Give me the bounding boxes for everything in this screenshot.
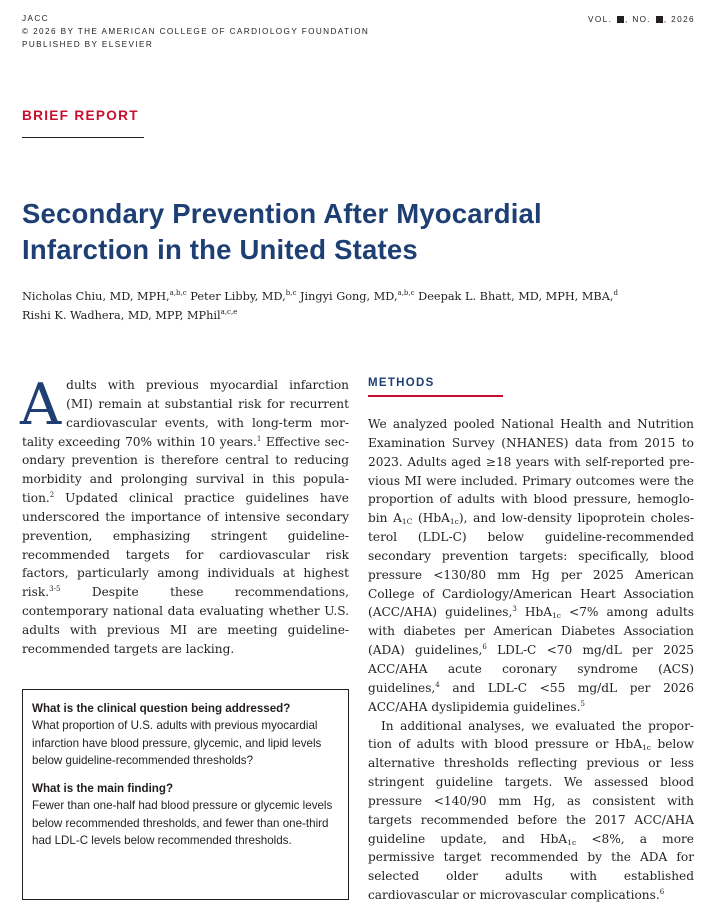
- reference-mark: 6: [659, 888, 665, 897]
- author-name: Deepak L. Bhatt, MD, MPH, MBA,: [418, 290, 614, 303]
- clinical-question-heading: What is the clinical question being addressed?: [32, 702, 291, 715]
- intro-text: Effective secondary prevention is therefore central to reducing morbidity and prolonging survival in this population.: [22, 434, 349, 506]
- no-label: NO.: [632, 15, 652, 24]
- methods-text: below alternative thresholds reflecting previous or less stringent guideline targets. We assessed blood pressure <140/90 mm Hg, as consistent with targets recommended before the 2017 ACC/AHA guideline update, and HbA: [368, 737, 694, 846]
- methods-rule: [368, 395, 503, 397]
- intro-paragraph: [20, 372, 349, 659]
- publisher-line: PUBLISHED BY ELSEVIER: [22, 40, 154, 49]
- intro-text: Updated clinical practice guidelines have underscored the importance of intensive secondary prevention, emphasizing stringent guideline-recommended targets for cardiovascular risk factors, particularly among individuals at highest risk.: [22, 491, 349, 600]
- reference-mark: 4: [435, 680, 440, 689]
- methods-text: In additional analyses, we evaluated the proportion of adults with blood pressure or HbA: [368, 718, 694, 752]
- author-affiliation: d: [613, 289, 618, 297]
- subscript: 1c: [642, 743, 651, 753]
- author-affiliation: a,c,e: [220, 308, 238, 316]
- methods-text: ), and low-density lipoprotein cholesterol (LDL-C) below guideline-recommended secondary prevention targets: specifically, blood pressure <130/80 mm Hg per 2025 American College of Cardiology/American Heart Association (ACC/AHA) guidelines,: [368, 511, 694, 620]
- methods-text: HbA: [516, 605, 552, 620]
- reference-mark: 2: [49, 491, 55, 500]
- author-affiliation: b,c: [285, 289, 297, 297]
- clinical-question-answer: What proportion of U.S. adults with previous myocardial infarction have blood pressure, glycemic, and lipid levels below guideline-recommended thresholds?: [32, 719, 322, 767]
- reference-mark: 3-5: [49, 585, 61, 594]
- year: 2026: [671, 15, 695, 24]
- methods-text: We analyzed pooled National Health and Nutrition Examination Survey (NHANES) data from 2015 to 2023. Adults aged ≥18 years with self-reported previous MI were included. Primary outcomes were the proportion of adults with blood pressure, hemoglobin A: [368, 417, 694, 526]
- methods-text: <8%, a more permissive target recommended by the ADA for selected older adults with established cardiovascular or microvascular complications.: [368, 831, 694, 903]
- subscript: 1c: [567, 837, 577, 847]
- author-name: Rishi K. Wadhera, MD, MPP, MPhil: [22, 309, 221, 322]
- subscript: 1C: [401, 517, 413, 527]
- author-name: Nicholas Chiu, MD, MPH,: [22, 290, 170, 303]
- article-type-label: BRIEF REPORT: [22, 108, 139, 123]
- left-column: [20, 372, 349, 659]
- methods-text: <7% among adults with diabetes per American Diabetes Association (ADA) guidelines,: [368, 605, 694, 658]
- volume-placeholder-square: [617, 16, 624, 23]
- article-type-rule: [22, 137, 144, 138]
- intro-text: dults with previous myocardial infarction (MI) remain at substantial risk for recurrent cardiovascular events, with long-term mortality exceeding 70% within 10 years.: [22, 378, 349, 449]
- volume-info: VOL. , NO. , 2026: [588, 15, 695, 24]
- author-affiliation: a,b,c: [397, 289, 415, 297]
- methods-paragraph: [368, 415, 694, 717]
- journal-name: JACC: [22, 14, 49, 23]
- methods-paragraph: [368, 717, 694, 905]
- main-finding-heading: What is the main finding?: [32, 782, 174, 796]
- author-name: Jingyi Gong, MD,: [299, 290, 398, 303]
- methods-text: and LDL-C <55 mg/dL per 2026 ACC/AHA dyslipidemia guidelines.: [368, 680, 694, 714]
- copyright-line: © 2026 BY THE AMERICAN COLLEGE OF CARDIOLOGY FOUNDATION: [22, 27, 370, 36]
- subscript: 1c: [449, 517, 459, 527]
- key-points-box: [22, 689, 349, 900]
- journal-header: [22, 12, 369, 51]
- reference-mark: 1: [256, 434, 262, 443]
- reference-mark: 6: [482, 643, 487, 652]
- methods-text: (HbA: [412, 511, 450, 526]
- main-finding-answer: Fewer than one-half had blood pressure or glycemic levels below recommended thresholds, and fewer than one-third had LDL-C levels below recommended thresholds.: [32, 799, 333, 848]
- author-list: [22, 287, 712, 325]
- methods-heading: METHODS: [368, 377, 435, 389]
- article-title: Secondary Prevention After Myocardial Infarction in the United States: [22, 198, 542, 265]
- reference-mark: 3: [512, 605, 517, 614]
- reference-mark: 5: [580, 699, 585, 708]
- vol-label: VOL.: [588, 15, 613, 24]
- right-column: [368, 376, 694, 905]
- drop-cap: A: [20, 372, 62, 438]
- author-name: Peter Libby, MD,: [190, 290, 286, 303]
- methods-text: LDL-C <70 mg/dL per 2025 ACC/AHA acute coronary syndrome (ACS) guidelines,: [368, 643, 694, 695]
- intro-text: Despite these recommendations, contemporary national data evaluating whether U.S. adults with previous MI are meeting guideline-recommended targets are lacking.: [22, 585, 349, 656]
- issue-placeholder-square: [656, 16, 663, 23]
- author-affiliation: a,b,c: [169, 289, 187, 297]
- subscript: 1c: [552, 611, 561, 621]
